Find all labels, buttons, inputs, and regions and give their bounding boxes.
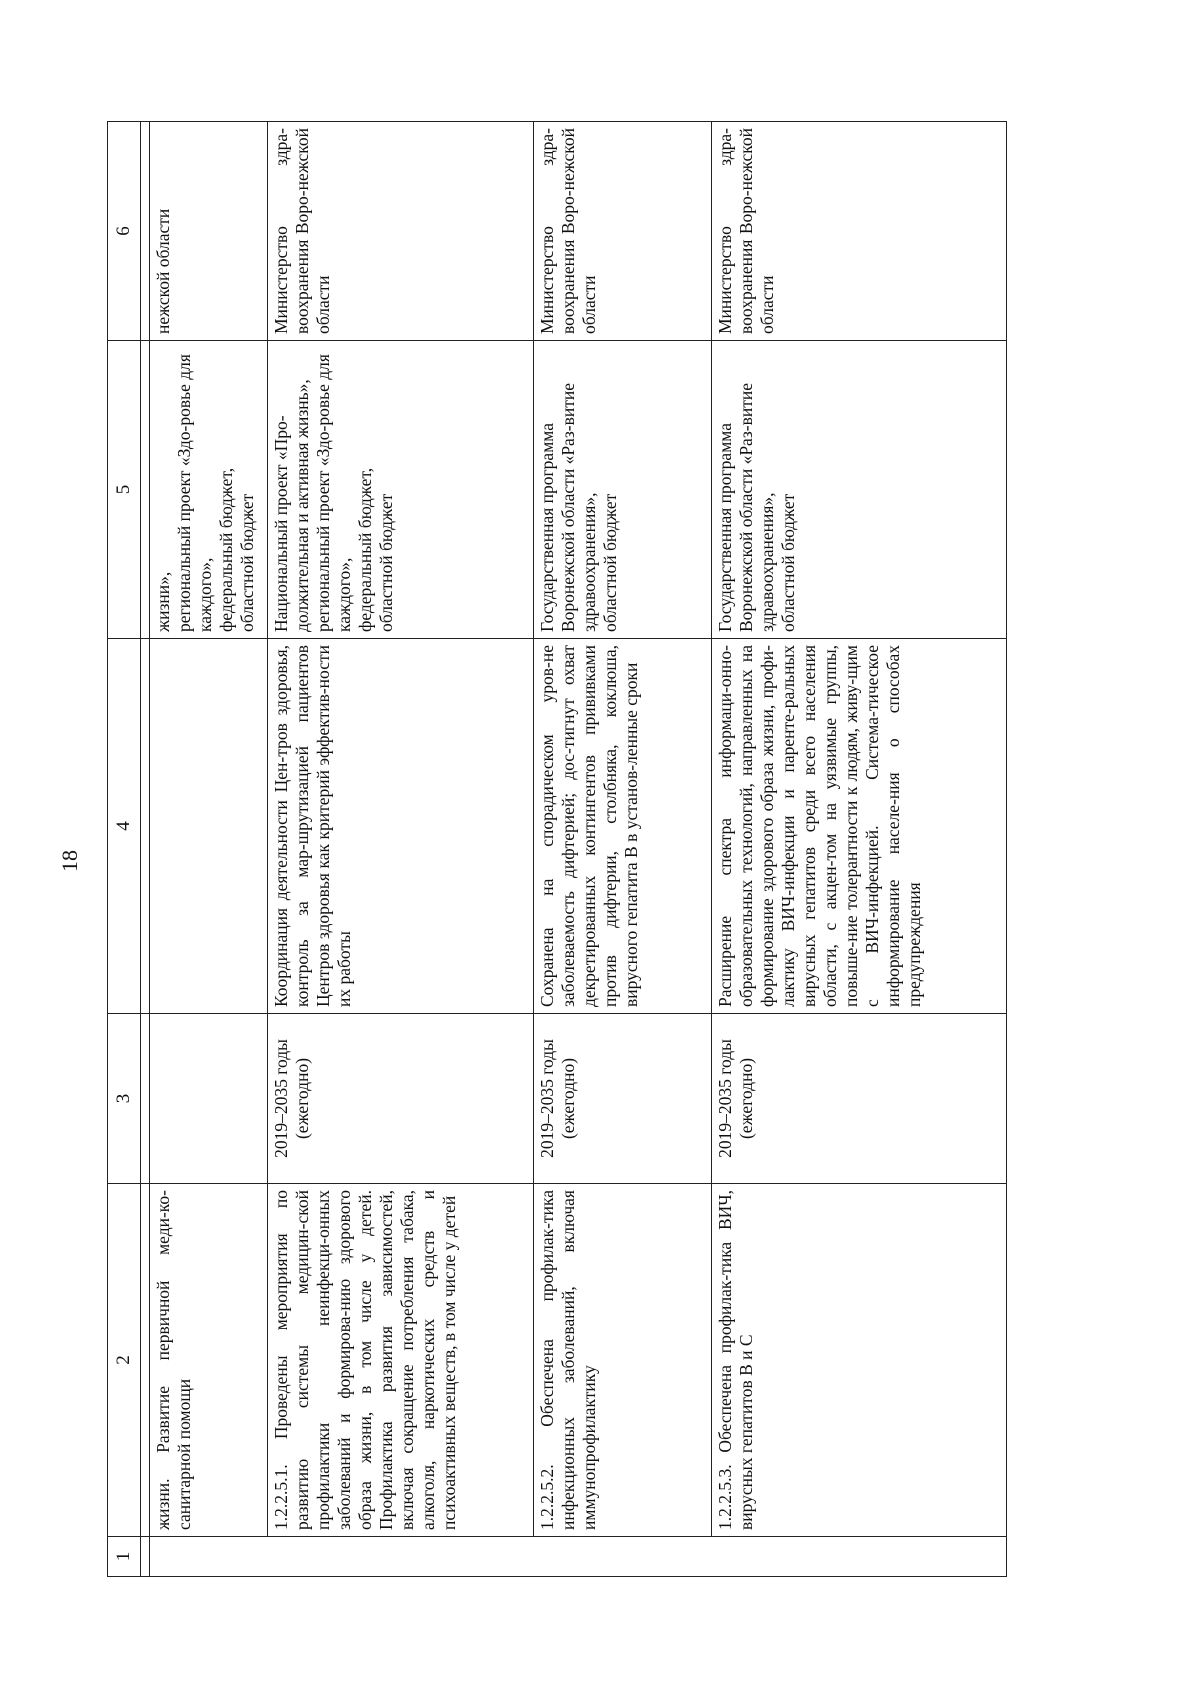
source-line: региональный проект «Здо-ровье для каждого»,: [313, 354, 354, 632]
table-row: [150, 122, 268, 1577]
responsible-cell: Министерство здра-воохранения Воро-нежской области: [268, 122, 534, 341]
source-line: областной бюджет: [600, 493, 620, 632]
source-line: Национальный проект «Про-должительная и активная жизнь»,: [271, 379, 312, 632]
header-cell-1: 1: [108, 1537, 141, 1577]
result-cell: Сохранена на спорадическом уров-не заболеваемость дифтерией; дос-тигнут охват декретированных контингентов прививками против дифтерии, столбняка, коклюша, вирусного гепатита В в установ-ленные сроки: [534, 639, 712, 1014]
document-table: [107, 121, 1007, 1577]
result-cell: Расширение спектра информаци-онно-образовательных технологий, направленных на формирование здорового образа жизни, профи-лактику ВИЧ-инфекции и паренте-ральных вирусных гепатитов среди всего населения области, с акцен-том на уязвимые группы, повыше-ние толерантности к людям, живу-щим с ВИЧ-инфекцией. Система-тическое информирование населе-ния о способах предупреждения: [712, 639, 1007, 1014]
header-cell-2: 2: [108, 1184, 141, 1537]
source-line: жизни»,: [153, 571, 173, 632]
source-line: федеральный бюджет,: [216, 467, 236, 632]
source-cell: [150, 341, 268, 639]
rotated-page-content: [107, 122, 1057, 1577]
column-1-cell: [150, 1537, 1007, 1577]
source-line: федеральный бюджет,: [355, 467, 375, 632]
source-line: областной бюджет: [376, 493, 396, 632]
header-cell-3: 3: [108, 1014, 141, 1184]
responsible-cell: Министерство здра-воохранения Воро-нежской области: [712, 122, 1007, 341]
source-line: областной бюджет: [237, 493, 257, 632]
period-cell: 2019–2035 годы (ежегодно): [712, 1014, 1007, 1184]
source-line: Государственная программа Воронежской области «Раз-витие здравоохранения»,: [715, 383, 777, 632]
period-cell: [150, 1014, 268, 1184]
responsible-cell: нежской области: [150, 122, 268, 341]
activity-cell: 1.2.2.5.1. Проведены мероприятия по развитию системы медицин-ской профилактики неинфекци-онных заболеваний и формирова-нию здорового образа жизни, в том числе у детей. Профилактика развития зависимостей, включая сокращение потребления табака, алкоголя, наркотических средств и психоактивных веществ, в том числе у детей: [268, 1184, 534, 1537]
header-cell-4: 4: [108, 639, 141, 1014]
table-row: [534, 122, 712, 1577]
table-row: [268, 122, 534, 1577]
source-cell: [712, 341, 1007, 639]
table-row: [712, 122, 1007, 1577]
separator-row: [141, 122, 150, 1577]
result-cell: Координация деятельности Цен-тров здоровья, контроль за мар-шрутизацией пациентов Центров здоровья как критерий эффектив-ности их работы: [268, 639, 534, 1014]
source-line: региональный проект «Здо-ровье для каждого»,: [174, 354, 215, 632]
activity-cell: 1.2.2.5.3. Обеспечена профилак-тика ВИЧ, вирусных гепатитов В и С: [712, 1184, 1007, 1537]
period-cell: 2019–2035 годы (ежегодно): [534, 1014, 712, 1184]
header-cell-6: 6: [108, 122, 141, 341]
source-cell: [534, 341, 712, 639]
responsible-cell: Министерство здра-воохранения Воро-нежской области: [534, 122, 712, 341]
result-cell: [150, 639, 268, 1014]
source-cell: [268, 341, 534, 639]
header-row: [108, 122, 141, 1577]
activity-cell: 1.2.2.5.2. Обеспечена профилак-тика инфекционных заболеваний, включая иммунопрофилактику: [534, 1184, 712, 1537]
header-cell-5: 5: [108, 341, 141, 639]
period-cell: 2019–2035 годы (ежегодно): [268, 1014, 534, 1184]
activity-cell: жизни. Развитие первичной меди-ко-санитарной помощи: [150, 1184, 268, 1537]
source-line: областной бюджет: [778, 493, 798, 632]
source-line: Государственная программа Воронежской области «Раз-витие здравоохранения»,: [537, 383, 599, 632]
page-number: 18: [57, 850, 82, 872]
